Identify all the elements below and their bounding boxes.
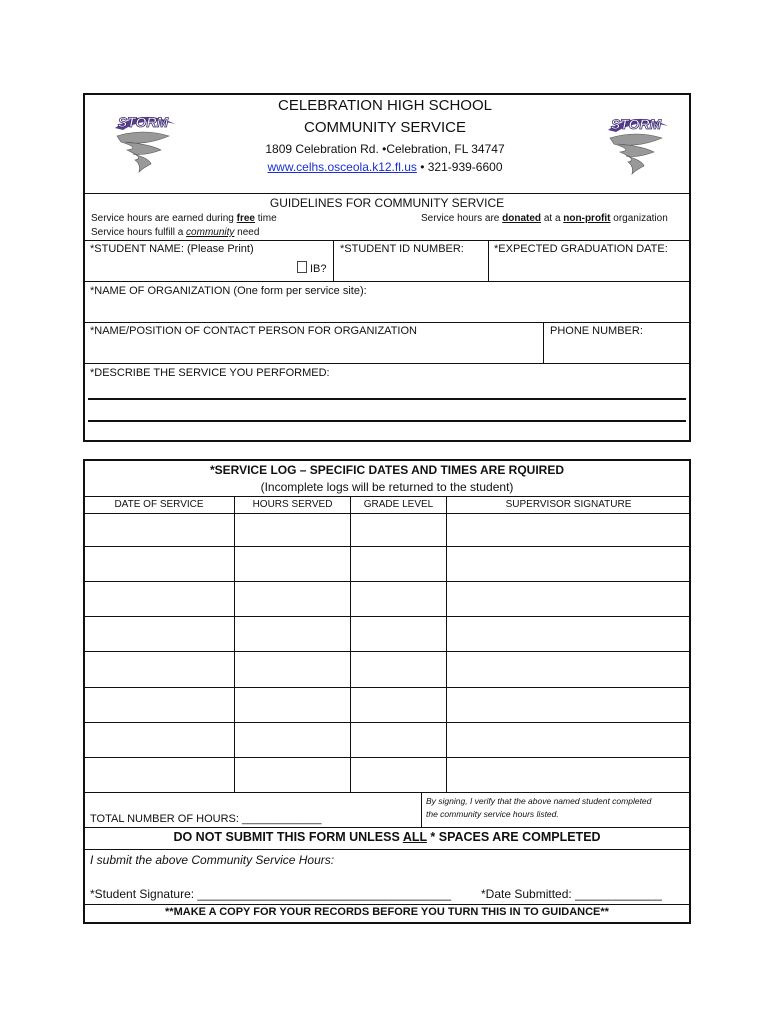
write-line — [88, 398, 686, 400]
guideline-community — [91, 227, 259, 238]
student-id-field[interactable] — [336, 256, 486, 278]
divider — [543, 322, 544, 363]
divider — [84, 827, 690, 828]
divider — [84, 904, 690, 905]
log-table-row[interactable] — [85, 723, 689, 756]
row-divider — [84, 792, 690, 793]
storm-logo-left — [105, 106, 181, 174]
guideline-text: Service hours are earned during — [91, 213, 237, 224]
copy-reminder: **MAKE A COPY FOR YOUR RECORDS BEFORE YOU TURN THIS IN TO GUIDANCE** — [165, 906, 609, 918]
service-log-title: *SERVICE LOG – SPECIFIC DATES AND TIMES ARE RQUIRED — [209, 463, 565, 477]
guideline-free-time — [91, 213, 277, 224]
logo-text: STORM — [610, 116, 662, 132]
guideline-text: time — [255, 213, 277, 224]
student-name-label: *STUDENT NAME: (Please Print) — [90, 243, 254, 255]
phone-number-label: PHONE NUMBER: — [550, 325, 643, 337]
log-table-row[interactable] — [85, 514, 689, 545]
log-table-row[interactable] — [85, 688, 689, 721]
verify-statement-line2: the community service hours listed. — [426, 809, 559, 819]
log-table-row[interactable] — [85, 617, 689, 650]
guideline-non-profit — [421, 213, 668, 224]
log-table-row[interactable] — [85, 547, 689, 580]
ib-checkbox[interactable] — [297, 261, 327, 275]
guidelines-title: GUIDELINES FOR COMMUNITY SERVICE — [269, 196, 505, 210]
graduation-date-field[interactable] — [491, 256, 687, 278]
checkbox-icon[interactable] — [297, 261, 307, 273]
contact-person-field[interactable] — [86, 338, 538, 360]
column-header-hours: HOURS SERVED — [252, 499, 333, 510]
divider — [84, 363, 690, 364]
guideline-text: organization — [610, 213, 668, 224]
log-table-row[interactable] — [85, 652, 689, 686]
organization-label: *NAME OF ORGANIZATION (One form per service site): — [90, 285, 367, 297]
phone-number-field[interactable] — [546, 338, 687, 360]
column-header-date: DATE OF SERVICE — [114, 499, 204, 510]
organization-field[interactable] — [86, 298, 686, 320]
guideline-emphasis: free — [236, 213, 255, 224]
school-address: 1809 Celebration Rd. •Celebration, FL 34747 — [265, 142, 505, 156]
divider — [84, 496, 690, 497]
service-log-subtitle: (Incomplete logs will be returned to the student) — [260, 480, 514, 494]
divider — [84, 322, 690, 323]
storm-logo-right — [598, 108, 674, 176]
column-header-grade: GRADE LEVEL — [363, 499, 434, 510]
student-name-field[interactable] — [86, 256, 326, 278]
student-id-label: *STUDENT ID NUMBER: — [340, 243, 464, 255]
school-name: CELEBRATION HIGH SCHOOL — [278, 97, 492, 114]
guideline-text: Service hours fulfill a — [91, 227, 187, 238]
guideline-text: at a — [541, 213, 564, 224]
verify-statement-line1: By signing, I verify that the above named student completed — [426, 796, 652, 806]
warning-text: DO NOT SUBMIT THIS FORM UNLESS — [173, 830, 403, 844]
student-signature-label[interactable]: *Student Signature: ______________________________________ — [90, 887, 452, 901]
guideline-emphasis: donated — [502, 213, 542, 224]
divider — [333, 240, 334, 281]
divider — [84, 281, 690, 282]
total-hours-label[interactable]: TOTAL NUMBER OF HOURS: _____________ — [90, 813, 322, 825]
write-line — [88, 420, 686, 422]
log-table-row[interactable] — [85, 758, 689, 791]
program-title: COMMUNITY SERVICE — [304, 119, 466, 136]
contact-person-label: *NAME/POSITION OF CONTACT PERSON FOR ORGANIZATION — [90, 325, 417, 337]
completion-warning — [84, 830, 690, 844]
guideline-text: Service hours are — [421, 213, 503, 224]
guideline-emphasis: community — [186, 227, 235, 238]
divider — [421, 792, 422, 827]
guideline-text: need — [234, 227, 260, 238]
guideline-emphasis: non-profit — [563, 213, 611, 224]
warning-text: * SPACES ARE COMPLETED — [426, 830, 601, 844]
graduation-date-label: *EXPECTED GRADUATION DATE: — [494, 243, 668, 255]
log-table-row[interactable] — [85, 582, 689, 615]
divider — [84, 193, 690, 194]
warning-emphasis: ALL — [402, 830, 427, 844]
describe-service-field[interactable] — [86, 380, 686, 424]
ib-label: IB? — [310, 263, 327, 275]
date-submitted-label[interactable]: *Date Submitted: _____________ — [481, 887, 662, 901]
divider — [84, 240, 690, 241]
describe-service-label: *DESCRIBE THE SERVICE YOU PERFORMED: — [90, 367, 330, 379]
school-phone: • 321-939-6600 — [416, 160, 503, 174]
school-contact — [240, 160, 530, 174]
school-website-link[interactable]: www.celhs.osceola.k12.fl.us — [267, 160, 417, 174]
submit-statement: I submit the above Community Service Hours: — [90, 853, 335, 867]
divider — [488, 240, 489, 281]
logo-text: STORM — [117, 114, 169, 130]
column-header-supervisor: SUPERVISOR SIGNATURE — [505, 499, 632, 510]
divider — [84, 849, 690, 850]
